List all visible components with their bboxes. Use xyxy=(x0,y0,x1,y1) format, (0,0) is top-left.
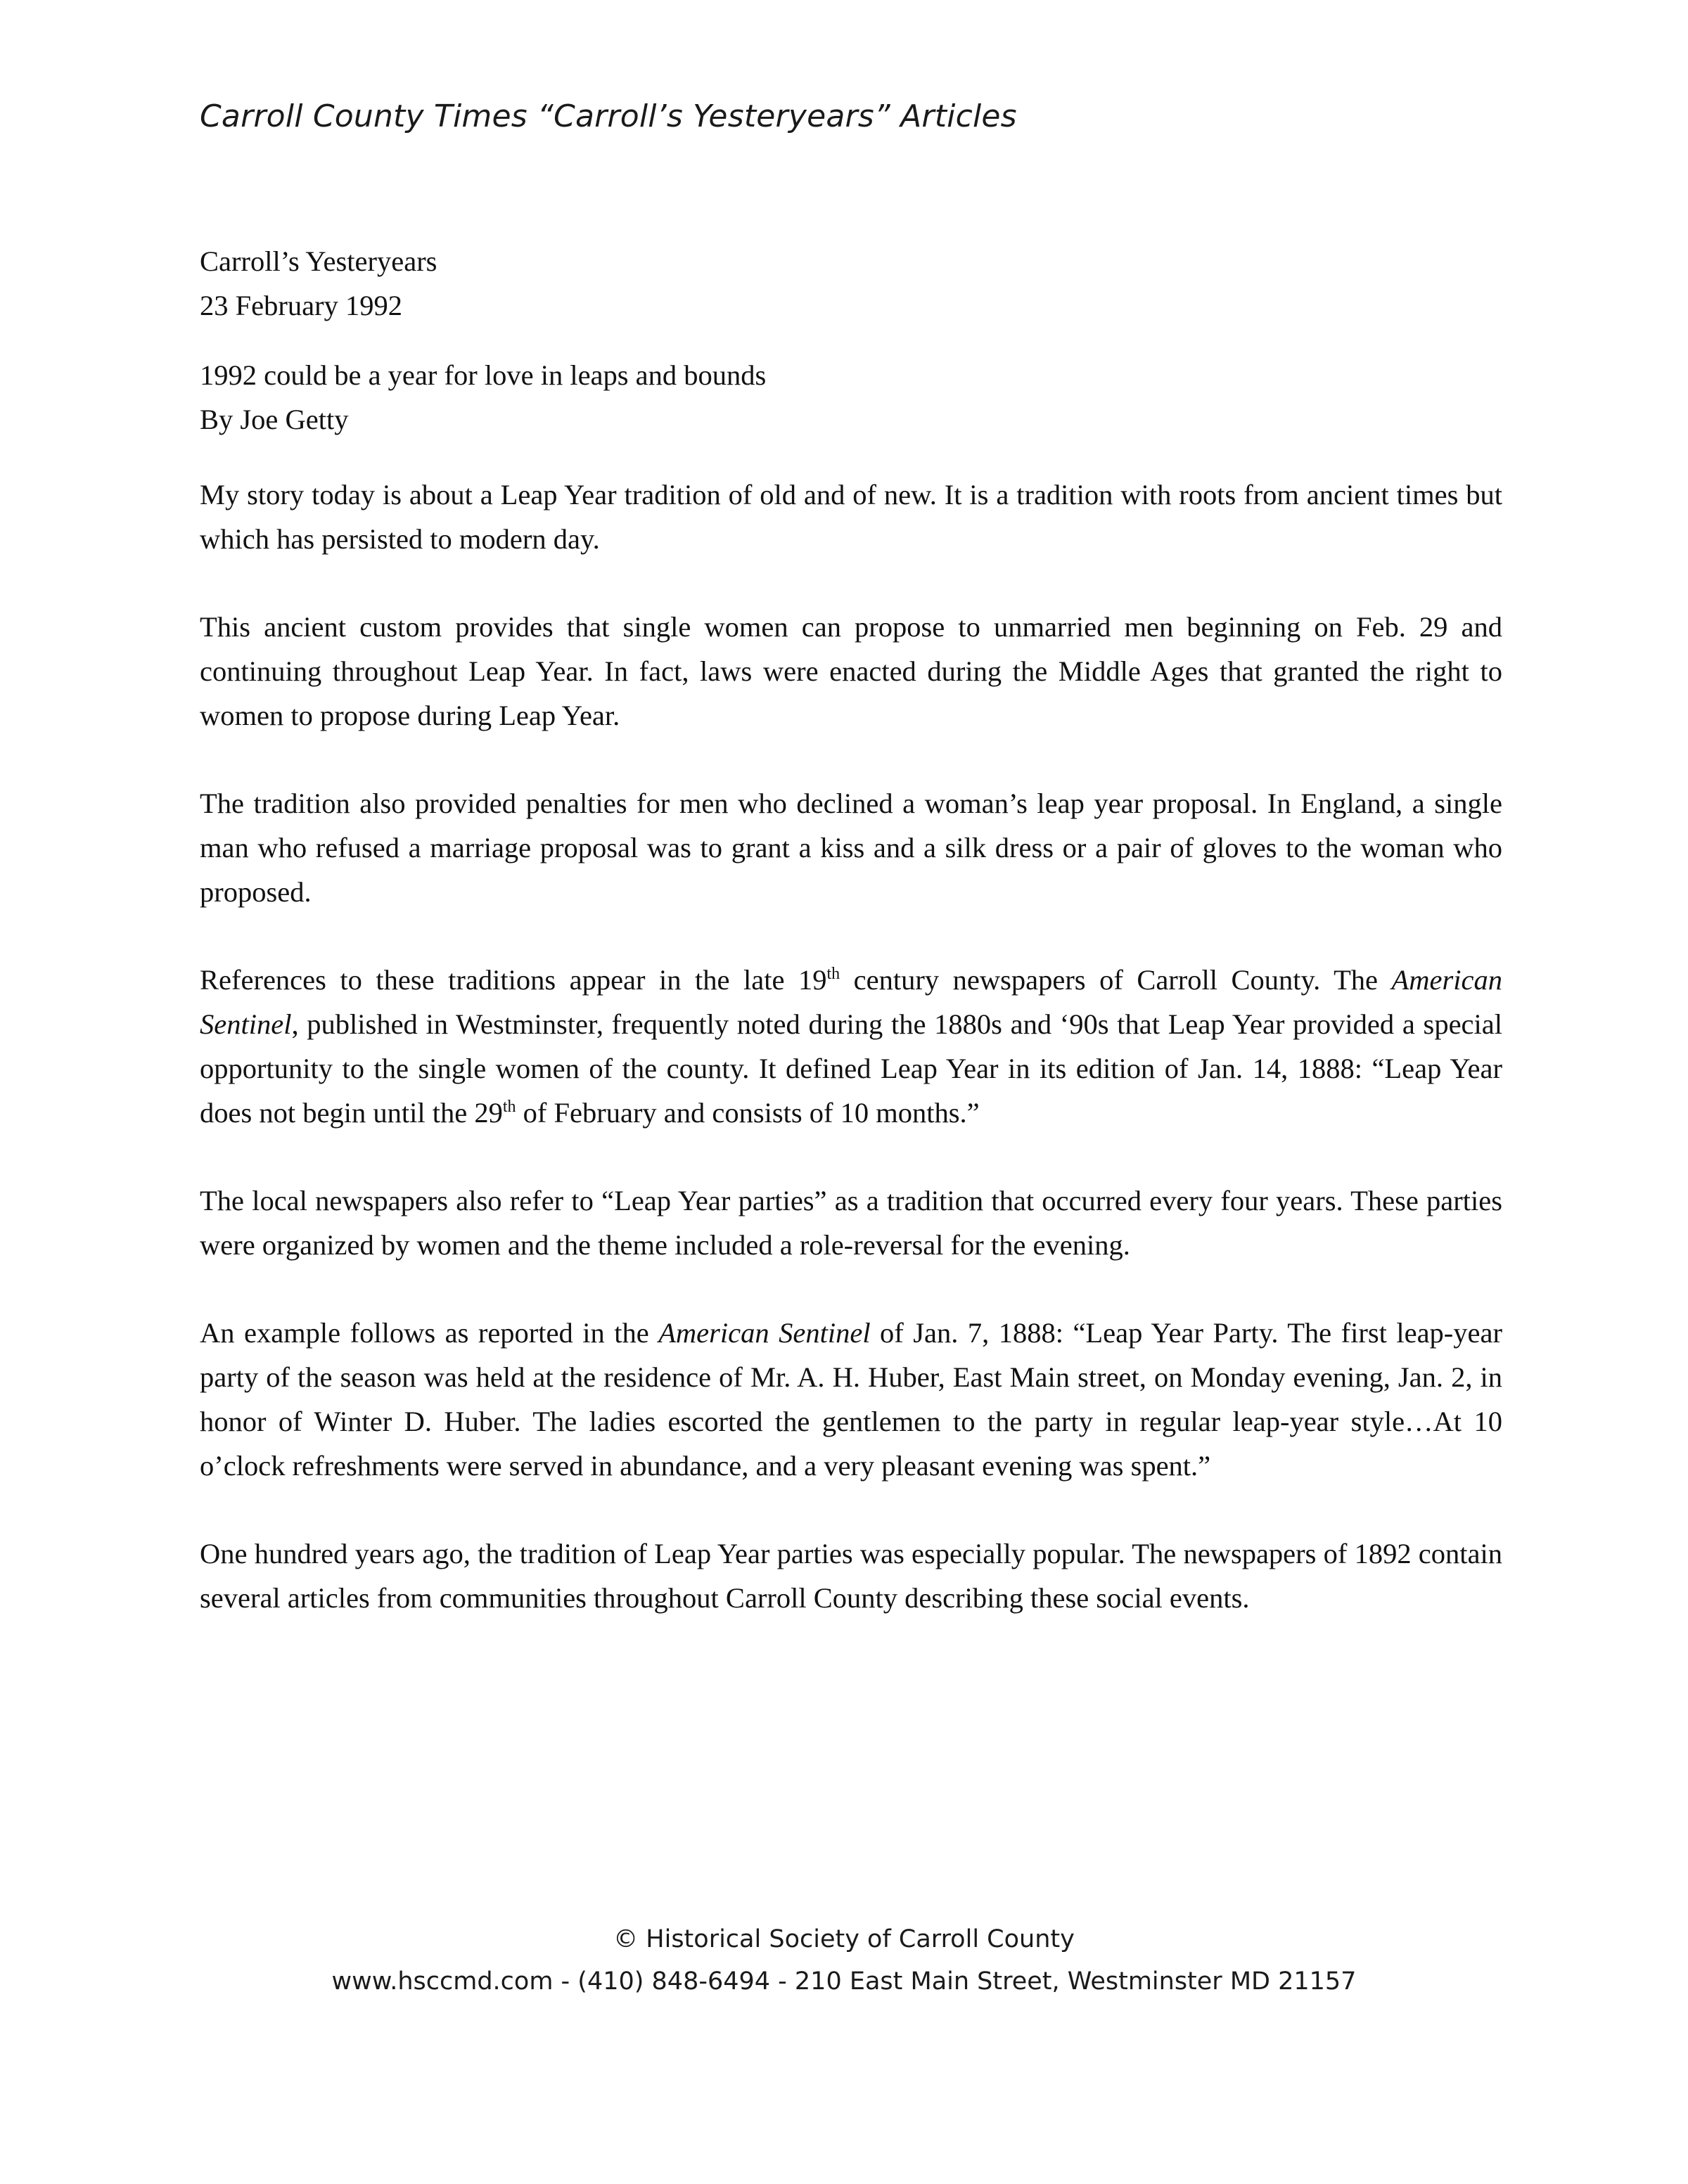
paragraph-7: One hundred years ago, the tradition of Leap Year parties was especially popular. The newspapers of 1892 contain several articles from communities throughout Carroll County describing these social events. xyxy=(200,1538,1502,1614)
footer-copyright: © Historical Society of Carroll County xyxy=(613,1925,1075,1953)
paragraph-4 xyxy=(200,958,1502,1135)
p4-text-c: , published in Westminster, frequently noted during the 1880s and ‘90s that Leap Year provided a special opportunity to the single women of the county. It defined Leap Year in its edition of Jan. 14, 1888: “Leap Year does not begin until the 29 xyxy=(200,1008,1502,1129)
p6-text-a: An example follows as reported in the xyxy=(200,1317,659,1349)
column-name: Carroll’s Yesteryears xyxy=(200,245,437,277)
p4-text-a: References to these traditions appear in the late 19 xyxy=(200,964,827,996)
footer-contact: www.hsccmd.com - (410) 848-6494 - 210 East Main Street, Westminster MD 21157 xyxy=(331,1967,1357,1996)
p4-text-b: century newspapers of Carroll County. The xyxy=(840,964,1392,996)
p4-superscript-1: th xyxy=(826,965,840,983)
paragraph-1: My story today is about a Leap Year tradition of old and of new. It is a tradition with roots from ancient times but which has persisted to modern day. xyxy=(200,479,1502,555)
p6-publication-name: American Sentinel xyxy=(658,1317,871,1349)
p4-publication-name: American Sentinel xyxy=(200,964,1502,1040)
page-header-title: Carroll County Times “Carroll’s Yesteryears” Articles xyxy=(200,98,1017,134)
paragraph-3: The tradition also provided penalties for men who declined a woman’s leap year proposal. In England, a single man who refused a marriage proposal was to grant a kiss and a silk dress or a pair of gloves to the woman who proposed. xyxy=(200,788,1502,908)
article-date: 23 February 1992 xyxy=(200,290,402,321)
paragraph-6 xyxy=(200,1311,1502,1488)
article-body xyxy=(200,473,1502,1664)
article-meta xyxy=(200,239,1502,328)
paragraph-2: This ancient custom provides that single women can propose to unmarried men beginning on Feb. 29 and continuing throughout Leap Year. In fact, laws were enacted during the Middle Ages that granted the right to women to propose during Leap Year. xyxy=(200,611,1502,731)
p6-text-b: of Jan. 7, 1888: “Leap Year Party. The first leap-year party of the season was held at the residence of Mr. A. H. Huber, East Main street, on Monday evening, Jan. 2, in honor of Winter D. Huber. The ladies escorted the gentlemen to the party in regular leap-year style…At 10 o’clock refreshments were served in abundance, and a very pleasant evening was spent.” xyxy=(200,1317,1502,1482)
article-headline: 1992 could be a year for love in leaps and bounds xyxy=(200,359,767,391)
p4-text-d: of February and consists of 10 months.” xyxy=(516,1097,980,1129)
article-byline: By Joe Getty xyxy=(200,404,349,435)
p4-superscript-2: th xyxy=(502,1098,516,1116)
paragraph-5: The local newspapers also refer to “Leap Year parties” as a tradition that occurred every four years. These parties were organized by women and the theme included a role-reversal for the evening. xyxy=(200,1185,1502,1261)
article-title-block xyxy=(200,353,1502,442)
